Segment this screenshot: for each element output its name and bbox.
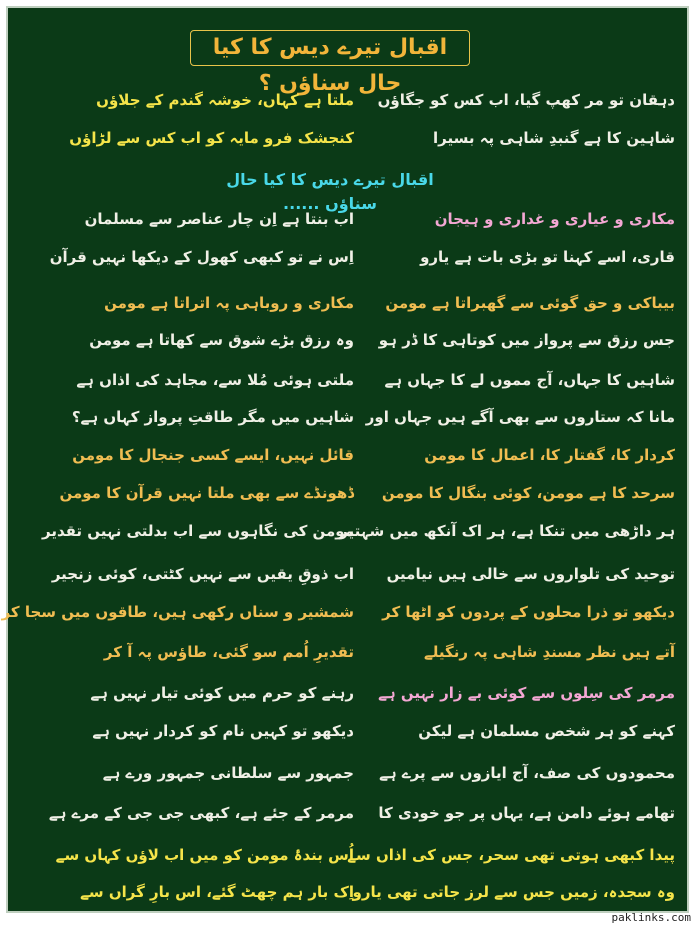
couplet-left-9: مومن کی نگاہوں سے اب بدلتی نہیں تقدیر [42,522,354,540]
couplet-left-18: اِک بار ہم چھٹ گئے، اس بارِ گراں سے [80,883,354,901]
couplet-right-7: کردار کا، گفتار کا، اعمال کا مومن [424,446,675,464]
top-couplet-left-2: کنجشک فرو مایہ کو اب کس سے لڑاؤں [69,129,354,147]
couplet-right-11: دیکھو تو ذرا محلوں کے پردوں کو اٹھا کر [382,603,675,621]
couplet-left-3: مکاری و روباہی پہ اتراتا ہے مومن [104,294,354,312]
couplet-right-8: سرحد کا ہے مومن، کوئی بنگال کا مومن [381,484,675,502]
couplet-left-11: شمشیر و سناں رکھی ہیں، طاقوں میں سجا کر [1,603,354,621]
couplet-left-10: اب ذوقِ یقیں سے نہیں کٹتی، کوئی زنجیر [51,565,354,583]
couplet-right-2: قاری، اسے کہنا تو بڑی بات ہے یارو [420,248,675,266]
couplet-left-15: جمہور سے سلطانی جمہور ورے ہے [102,764,354,782]
subtitle: اقبال تیرے دیس کا کیا حال سناؤں ...... [226,170,434,213]
couplet-left-16: مرمر کے جئے ہے، کبھی جی جی کے مرے ہے [48,804,354,822]
poem-title: اقبال تیرے دیس کا کیا حال سناؤں ؟ [212,35,448,96]
couplet-right-3: بیباکی و حق گوئی سے گھبراتا ہے مومن [385,294,675,312]
top-couplet-right-1: دہقان تو مر کھپ گیا، اب کس کو جگاؤں [377,91,675,109]
couplet-right-17: پیدا کبھی ہوتی تھی سحر، جس کی اذاں سے [347,846,675,864]
couplet-right-16: تھامے ہوئے دامن ہے، یہاں پر جو خودی کا [378,804,675,822]
top-couplet-right-2: شاہین کا ہے گنبدِ شاہی پہ بسیرا [433,129,675,147]
couplet-left-1: اب بنتا ہے اِن چار عناصر سے مسلمان [84,210,354,228]
couplet-left-8: ڈھونڈے سے بھی ملتا نہیں قرآن کا مومن [59,484,354,502]
couplet-right-18: وہ سجدہ، زمیں جس سے لرز جاتی تھی یارو [352,883,675,901]
couplet-left-2: اِس نے تو کبھی کھول کے دیکھا نہیں قرآن [49,248,354,266]
top-couplet-left-1: ملتا ہے کہاں، خوشہ گندم کے جلاؤں [96,91,354,109]
couplet-right-14: کہنے کو ہر شخص مسلمان ہے لیکن [418,722,675,740]
couplet-left-14: دیکھو تو کہیں نام کو کردار نہیں ہے [92,722,354,740]
couplet-left-6: شاہیں میں مگر طاقتِ پرواز کہاں ہے؟ [71,408,354,426]
couplet-left-17: اُس بندۂ مومن کو میں اب لاؤں کہاں سے [55,846,354,864]
couplet-right-5: شاہیں کا جہاں، آج مموں لے کا جہاں ہے [384,371,675,389]
site-watermark: paklinks.com [611,911,691,924]
couplet-right-13: مرمر کی سِلوں سے کوئی بے زار نہیں ہے [378,684,675,702]
couplet-left-7: قائل نہیں، ایسے کسی جنجال کا مومن [72,446,354,464]
couplet-left-5: ملتی ہوئی مُلا سے، مجاہد کی اذاں ہے [76,371,354,389]
couplet-left-12: تقدیرِ اُمم سو گئی، طاؤس پہ آ کر [103,643,354,661]
couplet-right-15: محمودوں کی صف، آج ایازوں سے پرے ہے [379,764,675,782]
couplet-left-13: رہنے کو حرم میں کوئی تیار نہیں ہے [90,684,354,702]
couplet-right-12: آتے ہیں نظر مسندِ شاہی پہ رنگیلے [423,643,675,661]
couplet-right-4: جس رزق سے پرواز میں کوتاہی کا ڈر ہو [378,331,675,349]
couplet-right-1: مکاری و عیاری و غداری و ہیجان [434,210,675,228]
couplet-right-10: توحید کی تلواروں سے خالی ہیں نیامیں [386,565,675,583]
couplet-right-9: ہر داڑھی میں تنکا ہے، ہر اک آنکھ میں شہتیر [339,522,675,540]
couplet-right-6: مانا کہ ستاروں سے بھی آگے ہیں جہاں اور [365,408,675,426]
couplet-left-4: وہ رزق بڑے شوق سے کھاتا ہے مومن [89,331,354,349]
